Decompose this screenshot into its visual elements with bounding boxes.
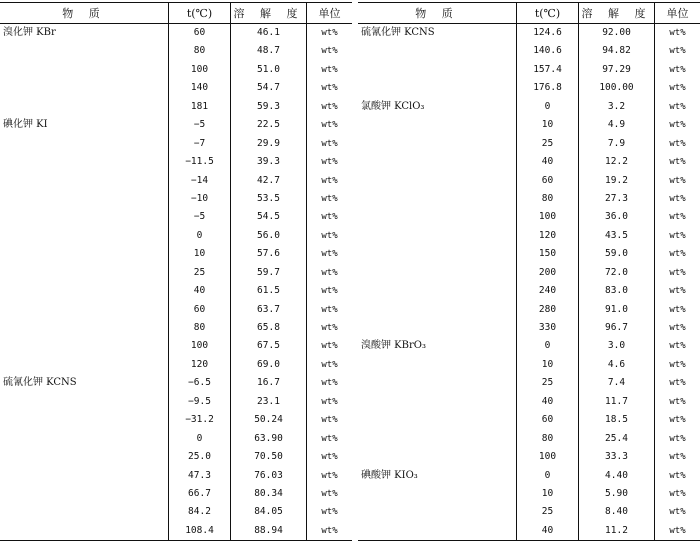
cell-unit: wt% — [306, 522, 352, 540]
table-row — [0, 79, 352, 97]
cell-substance — [0, 448, 168, 466]
cell-unit: wt% — [654, 264, 700, 282]
cell-unit: wt% — [306, 227, 352, 245]
table-row — [0, 116, 352, 134]
cell-solubility: 3.0 — [578, 337, 654, 355]
table-row — [0, 153, 352, 171]
cell-temperature: −5 — [168, 116, 230, 134]
cell-substance: 氯酸钾 KClO₃ — [361, 100, 425, 112]
cell-solubility: 70.50 — [230, 448, 306, 466]
cell-temperature: 60 — [516, 172, 578, 190]
cell-substance — [0, 79, 168, 97]
cell-unit: wt% — [306, 135, 352, 153]
table-row — [358, 430, 700, 448]
table-row — [358, 208, 700, 226]
table-body — [0, 24, 352, 540]
cell-solubility: 43.5 — [578, 227, 654, 245]
cell-substance — [358, 42, 516, 60]
cell-unit: wt% — [654, 61, 700, 79]
table-row — [358, 393, 700, 411]
cell-unit: wt% — [306, 282, 352, 300]
cell-substance — [358, 374, 516, 392]
cell-substance — [358, 208, 516, 226]
table-row — [0, 448, 352, 466]
cell-substance — [358, 485, 516, 503]
cell-temperature: −6.5 — [168, 374, 230, 392]
table-header — [358, 3, 700, 24]
cell-solubility: 27.3 — [578, 190, 654, 208]
table-row — [0, 356, 352, 374]
cell-substance — [0, 245, 168, 263]
cell-temperature: 0 — [516, 337, 578, 355]
cell-substance — [0, 98, 168, 116]
cell-unit: wt% — [306, 172, 352, 190]
cell-substance — [358, 172, 516, 190]
cell-solubility: 8.40 — [578, 503, 654, 521]
cell-substance — [358, 319, 516, 337]
cell-unit: wt% — [306, 116, 352, 134]
table-row — [0, 485, 352, 503]
cell-solubility: 16.7 — [230, 374, 306, 392]
cell-solubility: 50.24 — [230, 411, 306, 429]
cell-temperature: 181 — [168, 98, 230, 116]
header-unit: 单位 — [306, 3, 352, 23]
cell-solubility: 72.0 — [578, 264, 654, 282]
cell-temperature: 47.3 — [168, 467, 230, 485]
cell-temperature: −7 — [168, 135, 230, 153]
cell-unit: wt% — [654, 98, 700, 116]
cell-temperature: 280 — [516, 301, 578, 319]
table-row — [358, 522, 700, 540]
table-row — [358, 190, 700, 208]
cell-substance — [0, 264, 168, 282]
cell-substance — [0, 227, 168, 245]
cell-solubility: 33.3 — [578, 448, 654, 466]
cell-unit: wt% — [654, 116, 700, 134]
cell-unit: wt% — [306, 98, 352, 116]
cell-unit: wt% — [654, 485, 700, 503]
table-row — [0, 172, 352, 190]
table-row — [0, 264, 352, 282]
cell-unit: wt% — [306, 448, 352, 466]
cell-solubility: 12.2 — [578, 153, 654, 171]
table-row — [0, 503, 352, 521]
cell-unit: wt% — [654, 522, 700, 540]
cell-substance: 硫氰化钾 KCNS — [3, 377, 77, 389]
table-row — [0, 190, 352, 208]
cell-substance — [0, 190, 168, 208]
cell-temperature: −11.5 — [168, 153, 230, 171]
cell-temperature: −9.5 — [168, 393, 230, 411]
table-row — [358, 485, 700, 503]
cell-temperature: 25.0 — [168, 448, 230, 466]
table-row — [358, 301, 700, 319]
cell-substance: 溴化钾 KBr — [3, 27, 56, 38]
cell-solubility: 11.2 — [578, 522, 654, 540]
cell-temperature: 40 — [516, 153, 578, 171]
cell-solubility: 42.7 — [230, 172, 306, 190]
table-row — [0, 227, 352, 245]
cell-substance — [358, 227, 516, 245]
table-row — [358, 227, 700, 245]
cell-solubility: 51.0 — [230, 61, 306, 79]
cell-substance — [358, 79, 516, 97]
cell-temperature: 84.2 — [168, 503, 230, 521]
cell-solubility: 65.8 — [230, 319, 306, 337]
table-row — [0, 42, 352, 60]
cell-temperature: 60 — [516, 411, 578, 429]
cell-temperature: 200 — [516, 264, 578, 282]
cell-solubility: 7.4 — [578, 374, 654, 392]
cell-unit: wt% — [654, 411, 700, 429]
cell-unit: wt% — [654, 393, 700, 411]
table-row — [0, 24, 352, 42]
header-unit: 单位 — [654, 3, 700, 23]
cell-temperature: 80 — [168, 42, 230, 60]
cell-unit: wt% — [306, 153, 352, 171]
cell-unit: wt% — [306, 485, 352, 503]
cell-solubility: 53.5 — [230, 190, 306, 208]
cell-solubility: 19.2 — [578, 172, 654, 190]
table-row — [0, 208, 352, 226]
cell-unit: wt% — [654, 374, 700, 392]
cell-unit: wt% — [654, 24, 700, 42]
table-row — [0, 522, 352, 540]
cell-solubility: 18.5 — [578, 411, 654, 429]
cell-temperature: 10 — [516, 116, 578, 134]
cell-substance — [358, 356, 516, 374]
cell-substance: 硫氰化钾 KCNS — [361, 27, 435, 38]
cell-solubility: 69.0 — [230, 356, 306, 374]
cell-solubility: 22.5 — [230, 116, 306, 134]
cell-solubility: 96.7 — [578, 319, 654, 337]
cell-unit: wt% — [654, 172, 700, 190]
cell-substance — [358, 522, 516, 540]
table-row — [358, 448, 700, 466]
cell-solubility: 91.0 — [578, 301, 654, 319]
cell-unit: wt% — [654, 448, 700, 466]
cell-solubility: 48.7 — [230, 42, 306, 60]
cell-temperature: 120 — [516, 227, 578, 245]
cell-temperature: 0 — [516, 467, 578, 485]
cell-solubility: 56.0 — [230, 227, 306, 245]
cell-solubility: 36.0 — [578, 208, 654, 226]
cell-temperature: 60 — [168, 301, 230, 319]
cell-unit: wt% — [306, 411, 352, 429]
cell-temperature: 25 — [516, 135, 578, 153]
cell-unit: wt% — [306, 61, 352, 79]
table-row — [0, 135, 352, 153]
solubility-table-left — [0, 2, 352, 541]
table-row — [358, 503, 700, 521]
cell-substance — [0, 135, 168, 153]
table-body — [358, 24, 700, 540]
cell-unit: wt% — [654, 319, 700, 337]
cell-solubility: 4.6 — [578, 356, 654, 374]
cell-solubility: 76.03 — [230, 467, 306, 485]
cell-unit: wt% — [306, 79, 352, 97]
cell-solubility: 25.4 — [578, 430, 654, 448]
table-row — [0, 245, 352, 263]
header-solubility: 溶 解 度 — [230, 3, 306, 23]
cell-solubility: 46.1 — [230, 24, 306, 42]
table-header — [0, 3, 352, 24]
cell-temperature: 66.7 — [168, 485, 230, 503]
cell-temperature: −10 — [168, 190, 230, 208]
cell-unit: wt% — [306, 264, 352, 282]
cell-unit: wt% — [306, 430, 352, 448]
table-row — [0, 282, 352, 300]
table-row — [0, 61, 352, 79]
table-row — [358, 374, 700, 392]
cell-substance — [0, 153, 168, 171]
cell-unit: wt% — [654, 135, 700, 153]
cell-substance: 溴酸钾 KBrO₃ — [361, 340, 426, 352]
table-row — [358, 24, 700, 42]
cell-temperature: 150 — [516, 245, 578, 263]
cell-substance — [0, 411, 168, 429]
table-row — [358, 467, 700, 485]
cell-solubility: 63.90 — [230, 430, 306, 448]
table-row — [358, 172, 700, 190]
cell-unit: wt% — [306, 356, 352, 374]
cell-temperature: 25 — [168, 264, 230, 282]
cell-substance — [358, 153, 516, 171]
cell-substance — [358, 503, 516, 521]
table-row — [358, 282, 700, 300]
cell-substance — [358, 135, 516, 153]
cell-unit: wt% — [654, 430, 700, 448]
cell-solubility: 97.29 — [578, 61, 654, 79]
cell-temperature: 108.4 — [168, 522, 230, 540]
cell-unit: wt% — [654, 301, 700, 319]
cell-solubility: 59.3 — [230, 98, 306, 116]
cell-solubility: 3.2 — [578, 98, 654, 116]
cell-temperature: 80 — [516, 190, 578, 208]
cell-unit: wt% — [654, 282, 700, 300]
cell-temperature: 10 — [516, 356, 578, 374]
cell-unit: wt% — [306, 393, 352, 411]
cell-solubility: 54.7 — [230, 79, 306, 97]
cell-unit: wt% — [306, 503, 352, 521]
cell-unit: wt% — [306, 42, 352, 60]
cell-temperature: 100 — [168, 337, 230, 355]
cell-temperature: 240 — [516, 282, 578, 300]
table-row — [0, 467, 352, 485]
cell-substance — [0, 301, 168, 319]
header-solubility: 溶 解 度 — [578, 3, 654, 23]
header-temperature: t(℃) — [168, 3, 230, 23]
table-row — [0, 319, 352, 337]
cell-unit: wt% — [306, 319, 352, 337]
cell-solubility: 59.0 — [578, 245, 654, 263]
cell-temperature: 10 — [168, 245, 230, 263]
cell-substance — [358, 245, 516, 263]
table-row — [358, 42, 700, 60]
cell-solubility: 4.9 — [578, 116, 654, 134]
cell-solubility: 54.5 — [230, 208, 306, 226]
cell-substance — [358, 448, 516, 466]
cell-solubility: 7.9 — [578, 135, 654, 153]
cell-substance — [0, 61, 168, 79]
cell-substance — [358, 430, 516, 448]
cell-solubility: 84.05 — [230, 503, 306, 521]
table-row — [0, 411, 352, 429]
cell-unit: wt% — [306, 208, 352, 226]
cell-temperature: 0 — [516, 98, 578, 116]
cell-solubility: 94.82 — [578, 42, 654, 60]
cell-substance — [358, 411, 516, 429]
cell-solubility: 61.5 — [230, 282, 306, 300]
cell-substance — [0, 337, 168, 355]
header-substance: 物 质 — [415, 7, 459, 20]
cell-substance — [358, 61, 516, 79]
table-row — [358, 245, 700, 263]
cell-unit: wt% — [654, 227, 700, 245]
cell-temperature: 40 — [516, 522, 578, 540]
cell-temperature: −5 — [168, 208, 230, 226]
cell-unit: wt% — [654, 79, 700, 97]
cell-substance — [0, 42, 168, 60]
cell-substance — [0, 356, 168, 374]
table-row — [358, 98, 700, 116]
cell-solubility: 92.00 — [578, 24, 654, 42]
cell-unit: wt% — [654, 208, 700, 226]
cell-solubility: 11.7 — [578, 393, 654, 411]
cell-unit: wt% — [306, 190, 352, 208]
cell-unit: wt% — [654, 190, 700, 208]
cell-solubility: 67.5 — [230, 337, 306, 355]
cell-temperature: 100 — [168, 61, 230, 79]
cell-temperature: 330 — [516, 319, 578, 337]
cell-substance — [0, 485, 168, 503]
cell-solubility: 5.90 — [578, 485, 654, 503]
cell-solubility: 88.94 — [230, 522, 306, 540]
cell-unit: wt% — [306, 301, 352, 319]
cell-temperature: 60 — [168, 24, 230, 42]
cell-temperature: 120 — [168, 356, 230, 374]
cell-substance — [358, 116, 516, 134]
table-row — [0, 430, 352, 448]
table-row — [0, 374, 352, 392]
table-row — [0, 98, 352, 116]
table-row — [358, 356, 700, 374]
cell-temperature: 176.8 — [516, 79, 578, 97]
header-substance: 物 质 — [62, 7, 106, 20]
cell-solubility: 100.00 — [578, 79, 654, 97]
cell-temperature: 40 — [168, 282, 230, 300]
cell-solubility: 80.34 — [230, 485, 306, 503]
cell-unit: wt% — [306, 374, 352, 392]
cell-substance — [358, 393, 516, 411]
cell-unit: wt% — [654, 245, 700, 263]
table-row — [358, 319, 700, 337]
cell-substance: 碘酸钾 KIO₃ — [361, 469, 418, 481]
cell-substance — [0, 282, 168, 300]
cell-temperature: −14 — [168, 172, 230, 190]
header-temperature: t(℃) — [516, 3, 578, 23]
cell-solubility: 23.1 — [230, 393, 306, 411]
cell-substance — [0, 503, 168, 521]
cell-solubility: 59.7 — [230, 264, 306, 282]
cell-substance — [0, 467, 168, 485]
table-row — [0, 393, 352, 411]
table-row — [358, 116, 700, 134]
cell-substance — [0, 319, 168, 337]
cell-solubility: 4.40 — [578, 467, 654, 485]
cell-temperature: 157.4 — [516, 61, 578, 79]
table-row — [358, 264, 700, 282]
cell-solubility: 29.9 — [230, 135, 306, 153]
cell-solubility: 63.7 — [230, 301, 306, 319]
cell-substance — [358, 282, 516, 300]
cell-substance — [0, 522, 168, 540]
cell-unit: wt% — [306, 24, 352, 42]
cell-unit: wt% — [654, 153, 700, 171]
cell-unit: wt% — [654, 337, 700, 355]
cell-unit: wt% — [306, 245, 352, 263]
table-row — [358, 135, 700, 153]
cell-unit: wt% — [654, 503, 700, 521]
cell-unit: wt% — [654, 356, 700, 374]
cell-substance — [0, 208, 168, 226]
cell-temperature: 10 — [516, 485, 578, 503]
cell-temperature: 124.6 — [516, 24, 578, 42]
cell-temperature: 100 — [516, 448, 578, 466]
table-row — [358, 61, 700, 79]
cell-unit: wt% — [306, 337, 352, 355]
table-row — [358, 79, 700, 97]
cell-solubility: 39.3 — [230, 153, 306, 171]
cell-temperature: 25 — [516, 374, 578, 392]
cell-substance — [0, 430, 168, 448]
cell-temperature: 0 — [168, 430, 230, 448]
cell-substance — [0, 172, 168, 190]
cell-temperature: 100 — [516, 208, 578, 226]
cell-temperature: −31.2 — [168, 411, 230, 429]
cell-temperature: 25 — [516, 503, 578, 521]
cell-temperature: 80 — [516, 430, 578, 448]
cell-temperature: 0 — [168, 227, 230, 245]
cell-substance: 碘化钾 KI — [3, 119, 48, 131]
cell-unit: wt% — [654, 42, 700, 60]
cell-temperature: 40 — [516, 393, 578, 411]
table-row — [0, 301, 352, 319]
cell-temperature: 80 — [168, 319, 230, 337]
table-row — [0, 337, 352, 355]
cell-substance — [358, 190, 516, 208]
cell-unit: wt% — [306, 467, 352, 485]
cell-temperature: 140 — [168, 79, 230, 97]
table-row — [358, 411, 700, 429]
cell-temperature: 140.6 — [516, 42, 578, 60]
cell-substance — [358, 264, 516, 282]
solubility-table-right — [358, 2, 700, 541]
cell-solubility: 83.0 — [578, 282, 654, 300]
cell-solubility: 57.6 — [230, 245, 306, 263]
cell-substance — [358, 301, 516, 319]
table-row — [358, 153, 700, 171]
cell-unit: wt% — [654, 467, 700, 485]
table-row — [358, 337, 700, 355]
cell-substance — [0, 393, 168, 411]
